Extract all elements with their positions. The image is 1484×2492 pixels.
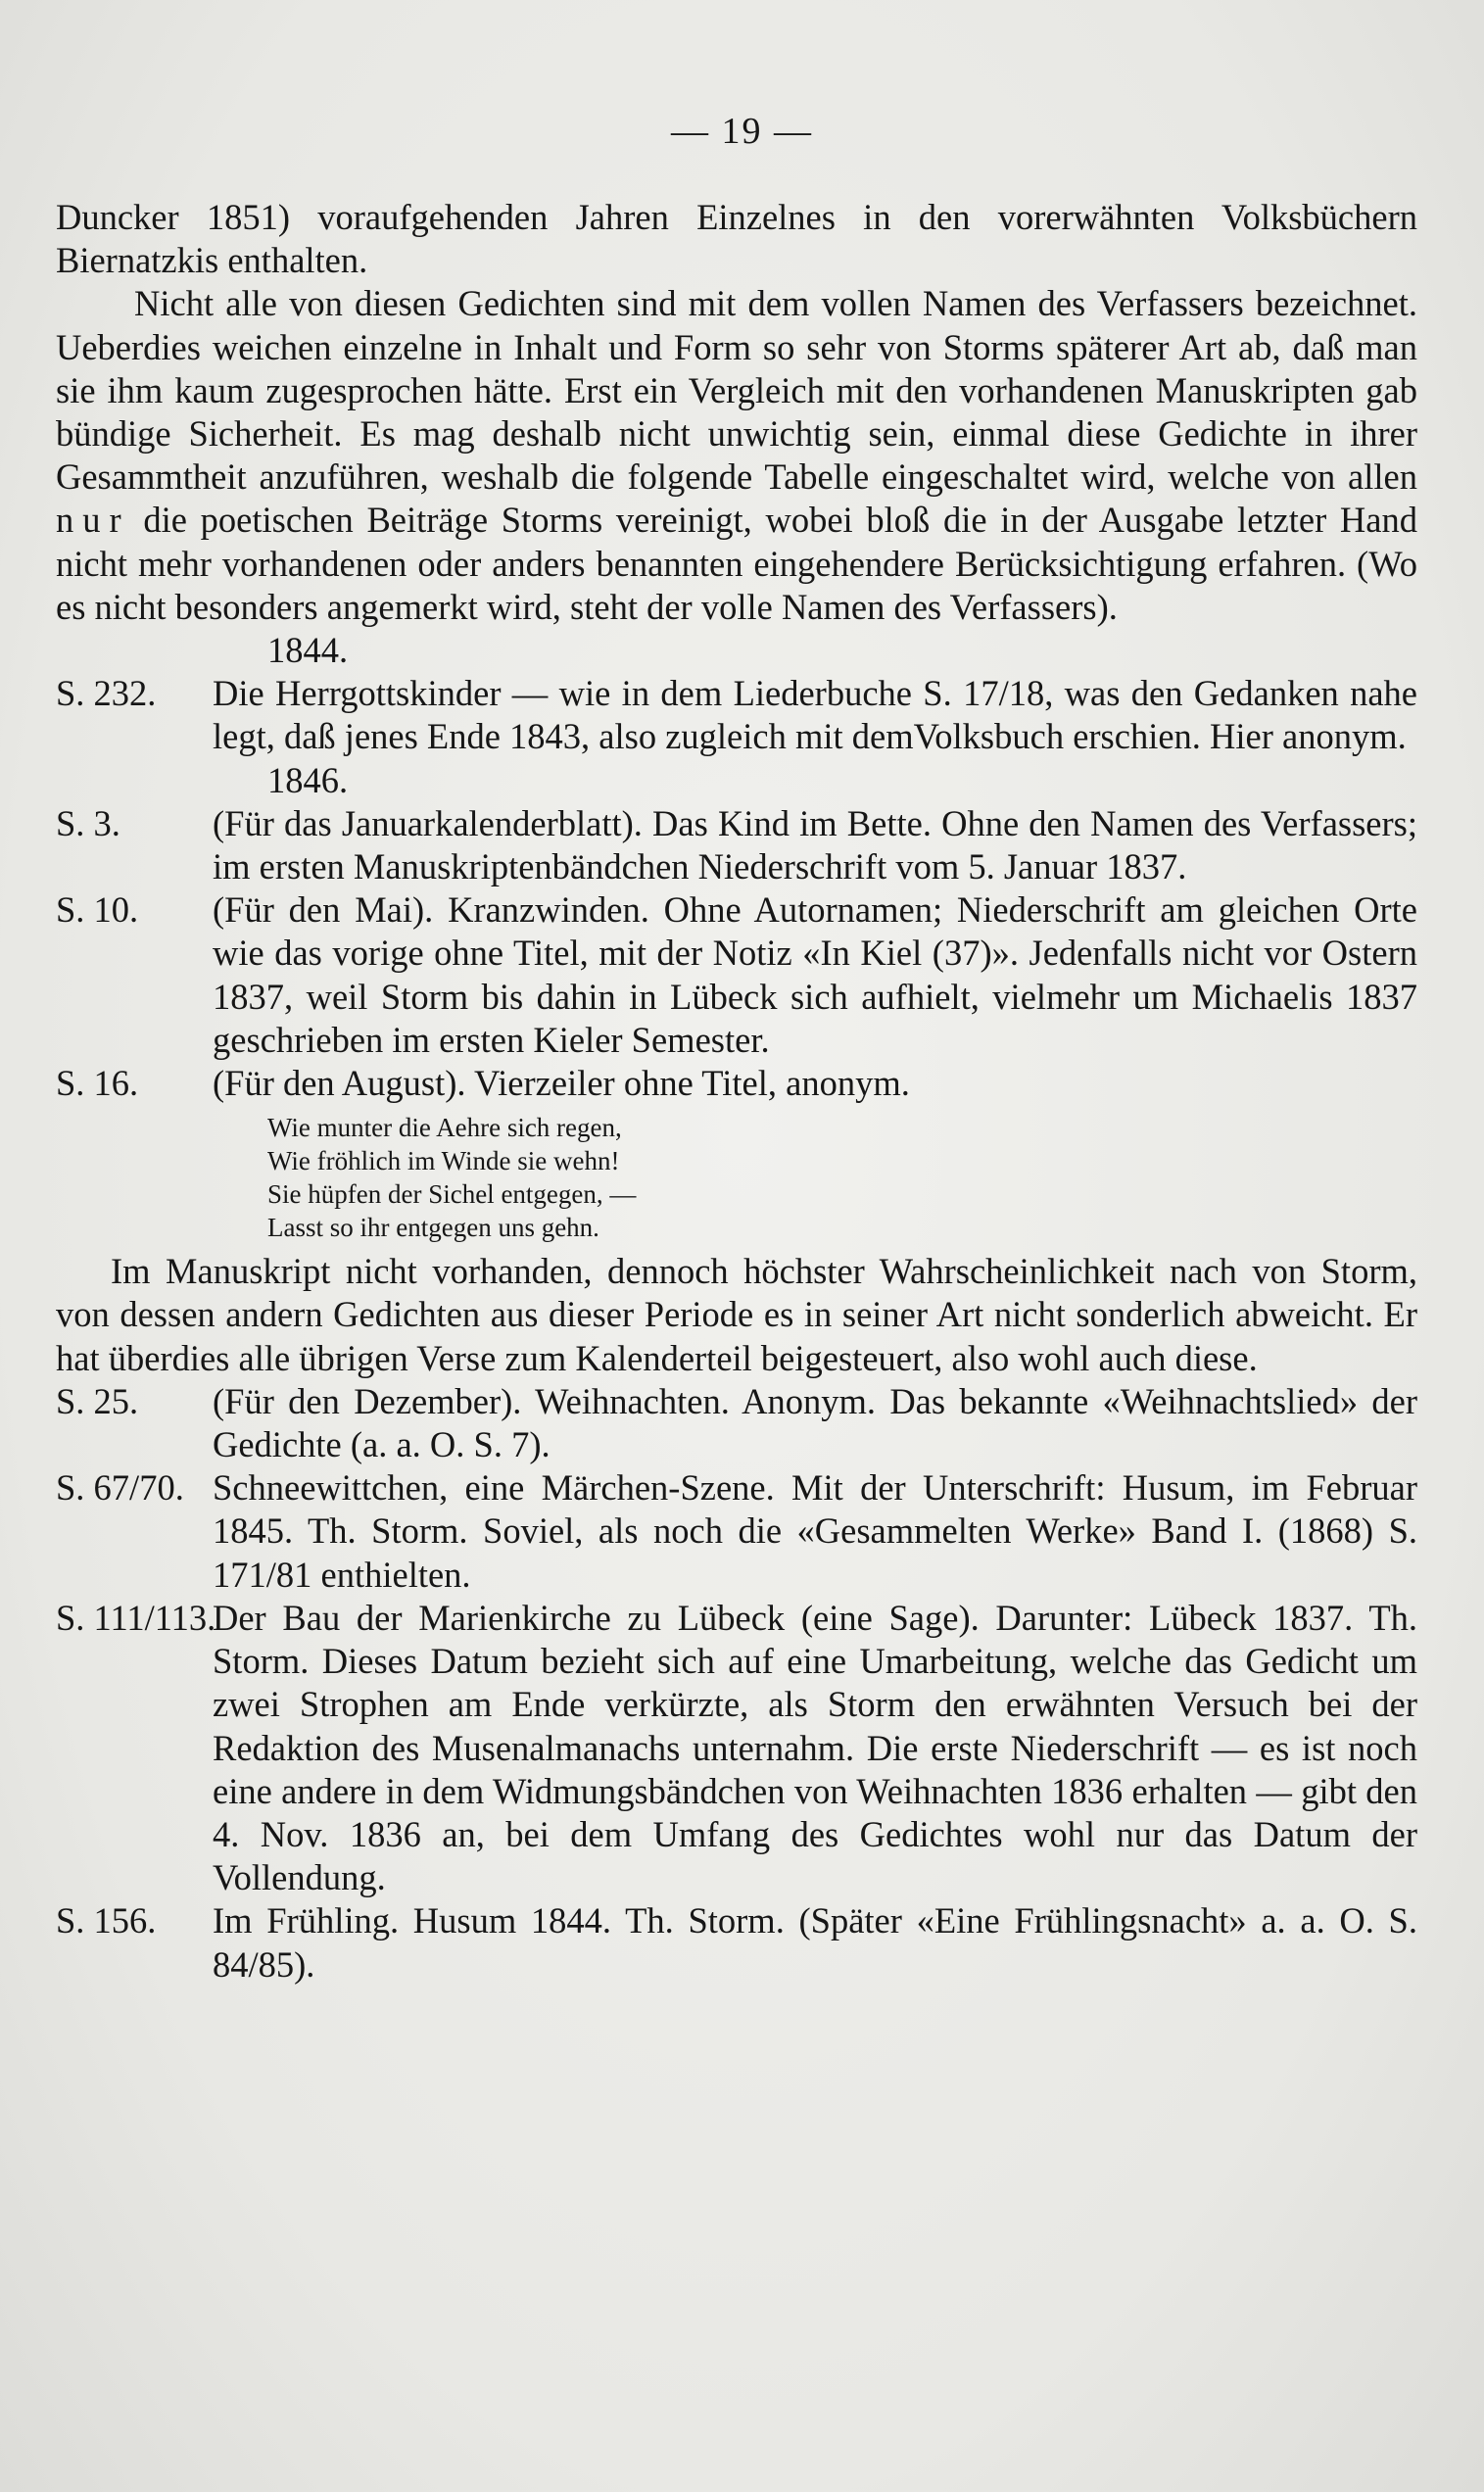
- entry-text: (Für den August). Vierzeiler ohne Titel, anonym.: [213, 1063, 910, 1104]
- entry-ref: S. 232.: [56, 673, 157, 714]
- entry-text: Der Bau der Marienkirche zu Lübeck (eine Sage). Darunter: Lübeck 1837. Th. Storm. Dieses Datum bezieht sich auf eine Umarbeitung, welche das Gedicht um zwei Strophen am Ende verkürzte, als Storm den erwähnten Versuch bei der Redaktion des Musenalmanachs unternahm. Die erste Niederschrift — es ist noch eine andere in dem Widmungsbändchen von Weihnachten 1836 erhalten — gibt den 4. Nov. 1836 an, bei dem Umfang des Gedichtes wohl nur das Datum der Vollendung.: [213, 1597, 1417, 1898]
- poem-line: Wie fröhlich im Winde sie wehn!: [267, 1146, 620, 1176]
- entry-s25: [56, 1380, 1417, 1466]
- entry-ref: S. 111/113.: [56, 1597, 216, 1638]
- entry-s10: [56, 888, 1417, 1062]
- entry-s111-113: [56, 1597, 1417, 1899]
- page-body: [56, 196, 1417, 1987]
- entry-ref: S. 3.: [56, 802, 120, 843]
- poem-line: Wie munter die Aehre sich regen,: [267, 1113, 622, 1143]
- entry-ref: S. 156.: [56, 1900, 157, 1941]
- intro-paragraph-1: Duncker 1851) voraufgehenden Jahren Einzelnes in den vorerwähnten Volksbüchern Biernatzkis enthalten.: [56, 197, 1417, 281]
- entry-text: (Für das Januarkalenderblatt). Das Kind im Bette. Ohne den Namen des Verfassers; im ersten Manuskriptenbändchen Niederschrift vom 5. Januar 1837.: [213, 802, 1417, 887]
- year-heading-1844: 1844.: [267, 630, 349, 671]
- entry-text: (Für den Dezember). Weihnachten. Anonym. Das bekannte «Weihnachtslied» der Gedichte (a. a. O. S. 7).: [213, 1380, 1417, 1465]
- entry-s16-note: Im Manuskript nicht vorhanden, dennoch höchster Wahrscheinlichkeit nach von Storm, von dessen andern Gedichten aus dieser Periode es in seiner Art nicht sonderlich abweicht. Er hat überdies alle übrigen Verse zum Kalenderteil beigesteuert, also wohl auch diese.: [56, 1251, 1417, 1378]
- entry-s232: [56, 672, 1417, 758]
- poem-quote: [267, 1111, 1417, 1244]
- entry-s3: [56, 802, 1417, 888]
- emphasis-nur: nur: [56, 500, 130, 541]
- entry-text: Im Frühling. Husum 1844. Th. Storm. (Später «Eine Frühlingsnacht» a. a. O. S. 84/85).: [213, 1900, 1417, 1985]
- entry-text: Die Herrgottskinder — wie in dem Liederbuche S. 17/18, was den Gedanken nahe legt, daß jenes Ende 1843, also zugleich mit demVolksbuch erschien. Hier anonym.: [213, 673, 1417, 757]
- entry-ref: S. 67/70.: [56, 1467, 184, 1509]
- entry-ref: S. 16.: [56, 1063, 139, 1104]
- entry-s67-70: [56, 1466, 1417, 1597]
- entry-text: Schneewittchen, eine Märchen-Szene. Mit der Unterschrift: Husum, im Februar 1845. Th. Storm. Soviel, als noch die «Gesammelten Werke» Band I. (1868) S. 171/81 enthielten.: [213, 1467, 1417, 1595]
- year-heading-1846: 1846.: [267, 759, 349, 800]
- intro-paragraph-2: [56, 282, 1417, 629]
- poem-line: Sie hüpfen der Sichel entgegen, —: [267, 1179, 637, 1210]
- page-number: — 19 —: [671, 111, 813, 152]
- poem-line: Lasst so ihr entgegen uns gehn.: [267, 1213, 599, 1243]
- intro-text-b: die poetischen Beiträge Storms vereinigt, wobei bloß die in der Ausgabe letzter Hand nicht mehr vorhandenen oder anders benannten eingehendere Berücksichtigung erfahren. (Wo es nicht besonders angemerkt wird, steht der volle Namen des Verfassers).: [56, 500, 1417, 627]
- entry-s16: [56, 1062, 1417, 1105]
- entry-ref: S. 10.: [56, 889, 139, 931]
- intro-text-a: Nicht alle von diesen Gedichten sind mit dem vollen Namen des Verfassers bezeichnet. Ueberdies weichen einzelne in Inhalt und Form so sehr von Storms späterer Art ab, daß man sie ihm kaum zugesprochen hätte. Erst ein Vergleich mit den vorhandenen Manuskripten gab bündige Sicherheit. Es mag deshalb nicht unwichtig sein, einmal diese Gedichte in ihrer Gesammtheit anzuführen, weshalb die folgende Tabelle eingeschaltet wird, welche von allen: [56, 283, 1417, 498]
- entry-s156: [56, 1899, 1417, 1986]
- entry-text: (Für den Mai). Kranzwinden. Ohne Autornamen; Niederschrift am gleichen Orte wie das vorige ohne Titel, mit der Notiz «In Kiel (37)». Jedenfalls nicht vor Ostern 1837, weil Storm bis dahin in Lübeck sich aufhielt, vielmehr um Michaelis 1837 geschrieben im ersten Kieler Semester.: [213, 889, 1417, 1060]
- entry-ref: S. 25.: [56, 1380, 139, 1421]
